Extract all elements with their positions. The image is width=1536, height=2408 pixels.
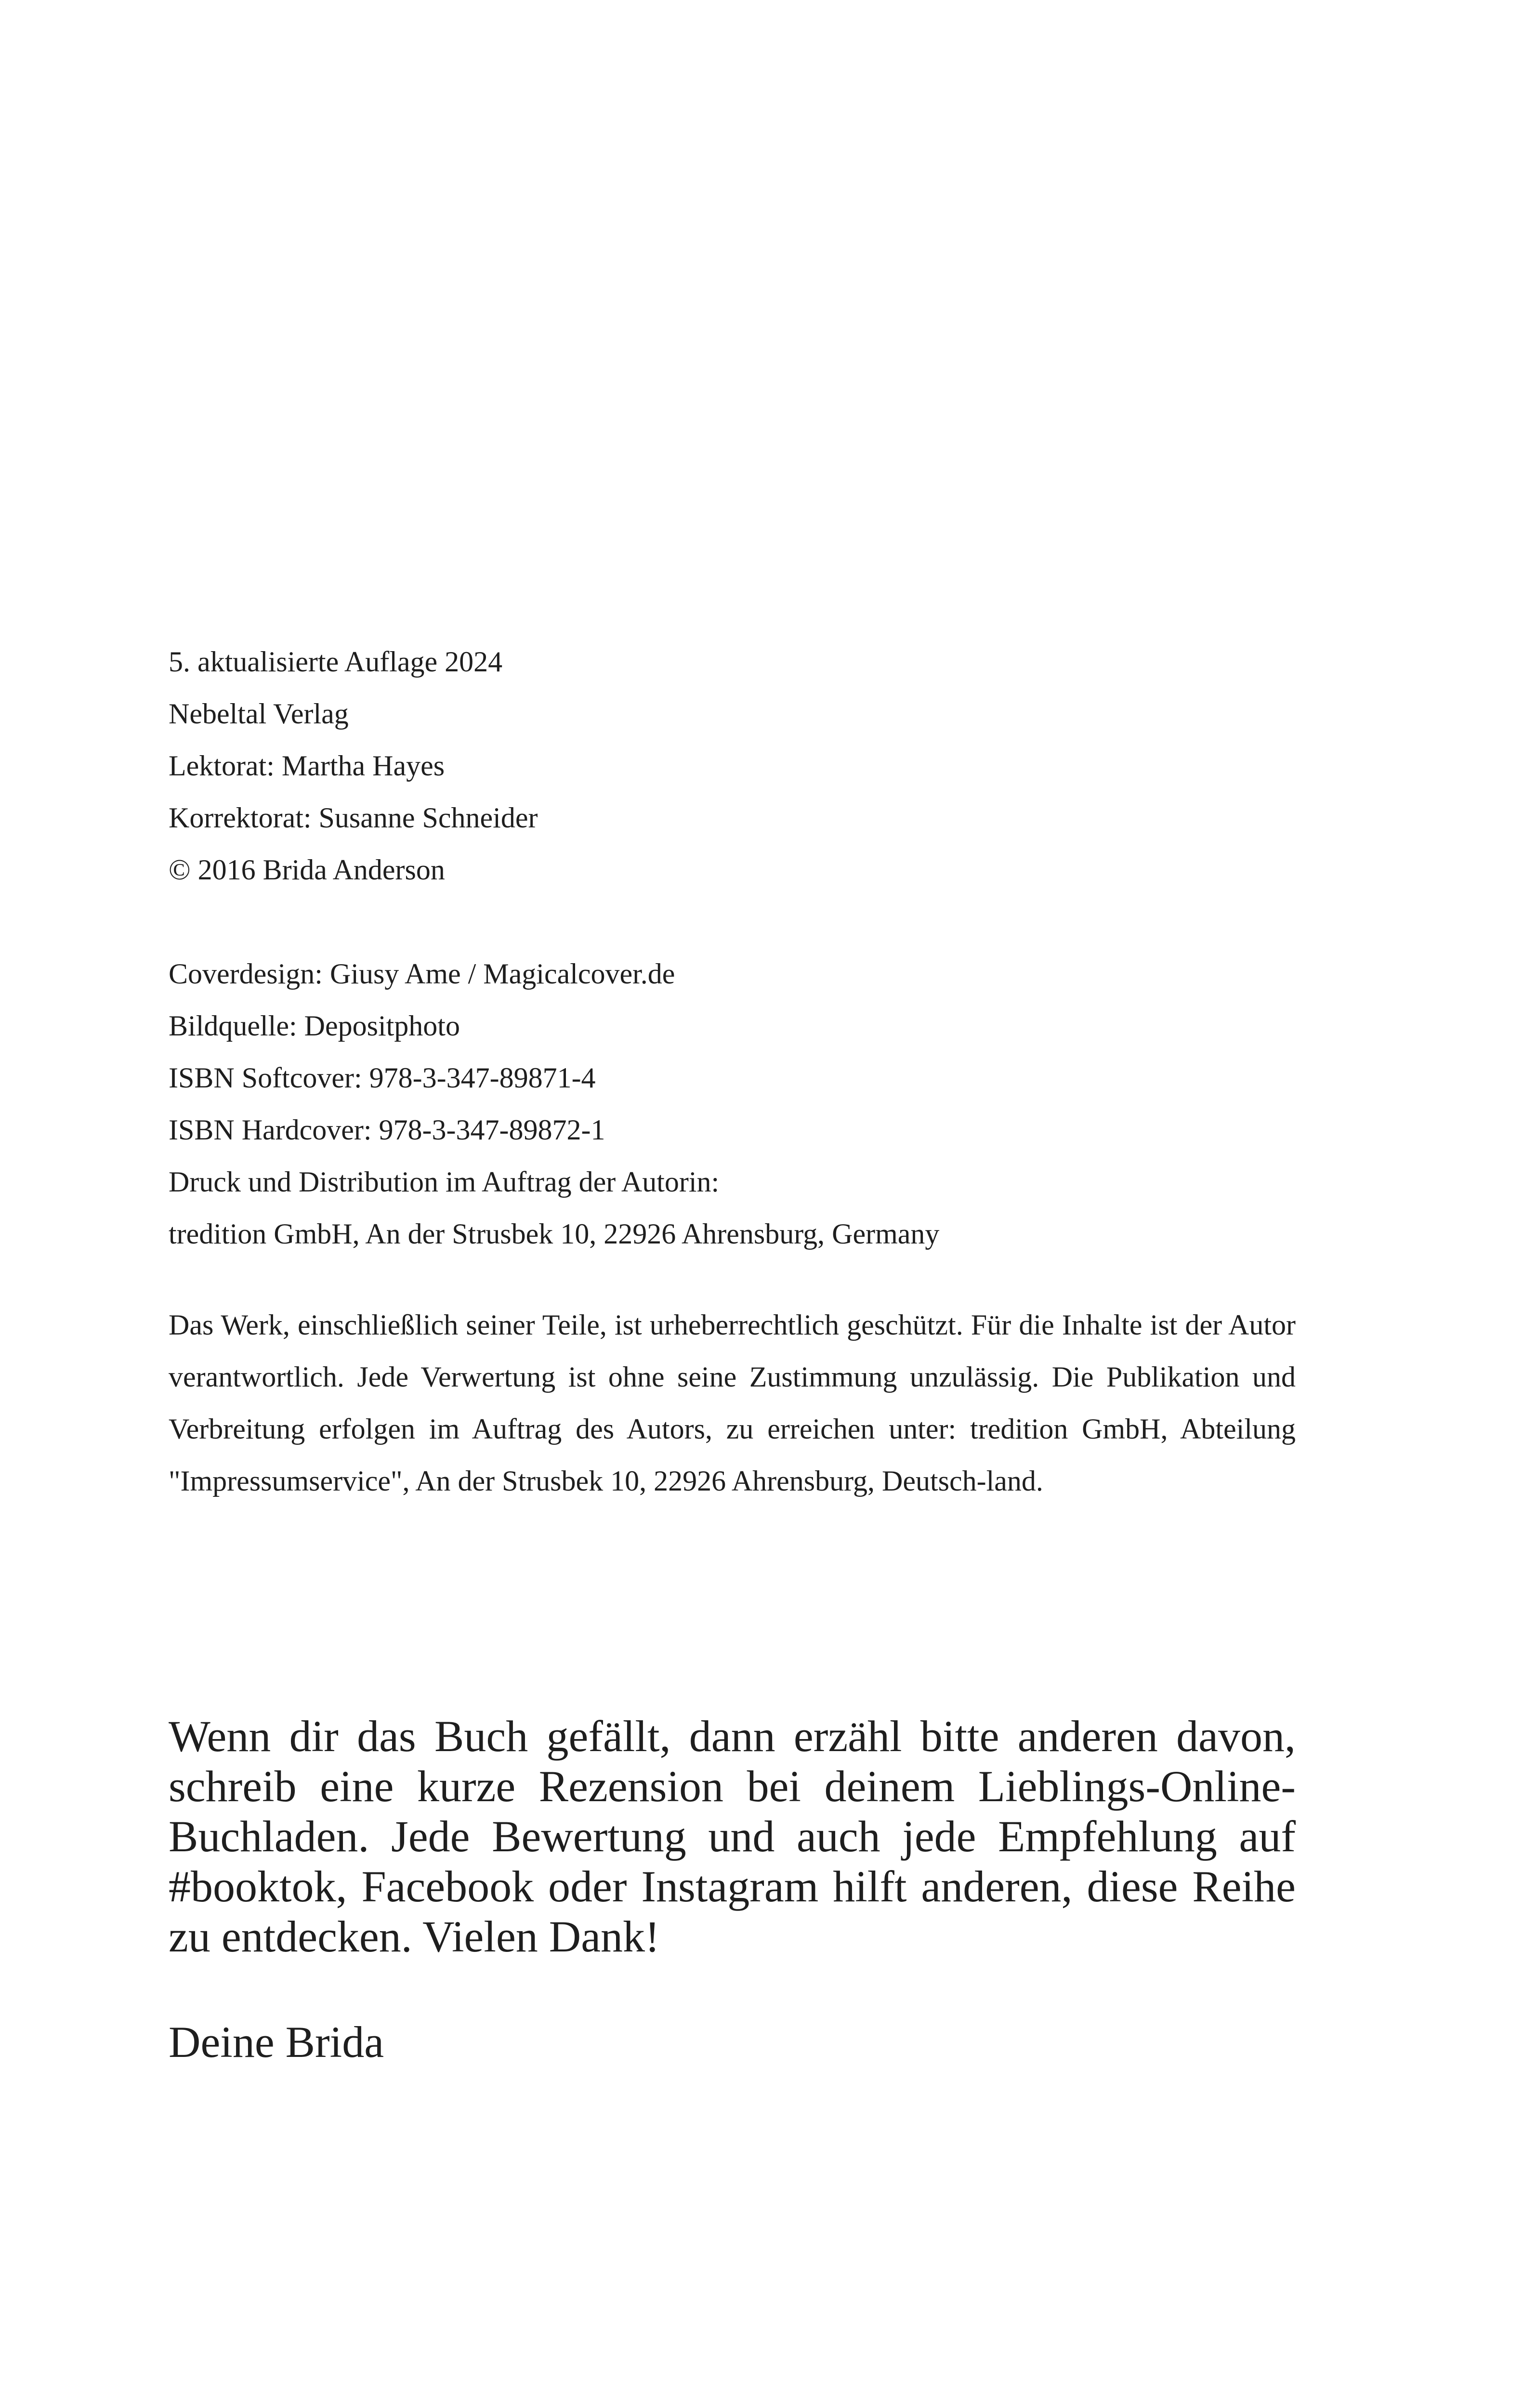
proofreader-line: Korrektorat: Susanne Schneider <box>169 802 538 834</box>
author-signature: Deine Brida <box>169 2017 384 2067</box>
isbn-softcover-line: ISBN Softcover: 978-3-347-89871-4 <box>169 1062 596 1094</box>
legal-notice: Das Werk, einschließlich seiner Teile, ist urheberrechtlich geschützt. Für die Inhalte ist der Autor verantwortlich. Jede Verwertung ist ohne seine Zustimmung unzulässig. Die Publikation und Verbreitung erfolgen im Auftrag des Autors, zu erreichen unter: tredition GmbH, Abteilung "Impressumservice", An der Strusbek 10, 22926 Ahrensburg, Deutsch-land. <box>169 1309 1296 1497</box>
imprint-section <box>169 636 1296 1260</box>
reader-appeal: Wenn dir das Buch gefällt, dann erzähl bitte anderen davon, schreib eine kurze Rezension bei deinem Lieblings-Online-Buchladen. Jede Bewertung und auch jede Empfehlung auf #booktok, Facebook oder Instagram hilft anderen, diese Reihe zu entdecken. Vielen Dank! <box>169 1712 1296 1961</box>
copyright-line: © 2016 Brida Anderson <box>169 854 445 886</box>
edition-line: 5. aktualisierte Auflage 2024 <box>169 646 503 678</box>
distribution-line: Druck und Distribution im Auftrag der Autorin: <box>169 1166 720 1198</box>
spacer <box>169 896 1296 948</box>
image-source-line: Bildquelle: Depositphoto <box>169 1010 460 1042</box>
distributor-address-line: tredition GmbH, An der Strusbek 10, 22926 Ahrensburg, Germany <box>169 1218 940 1250</box>
editor-line: Lektorat: Martha Hayes <box>169 750 445 782</box>
publisher-line: Nebeltal Verlag <box>169 698 349 730</box>
isbn-hardcover-line: ISBN Hardcover: 978-3-347-89872-1 <box>169 1114 605 1146</box>
cover-design-line: Coverdesign: Giusy Ame / Magicalcover.de <box>169 958 675 990</box>
